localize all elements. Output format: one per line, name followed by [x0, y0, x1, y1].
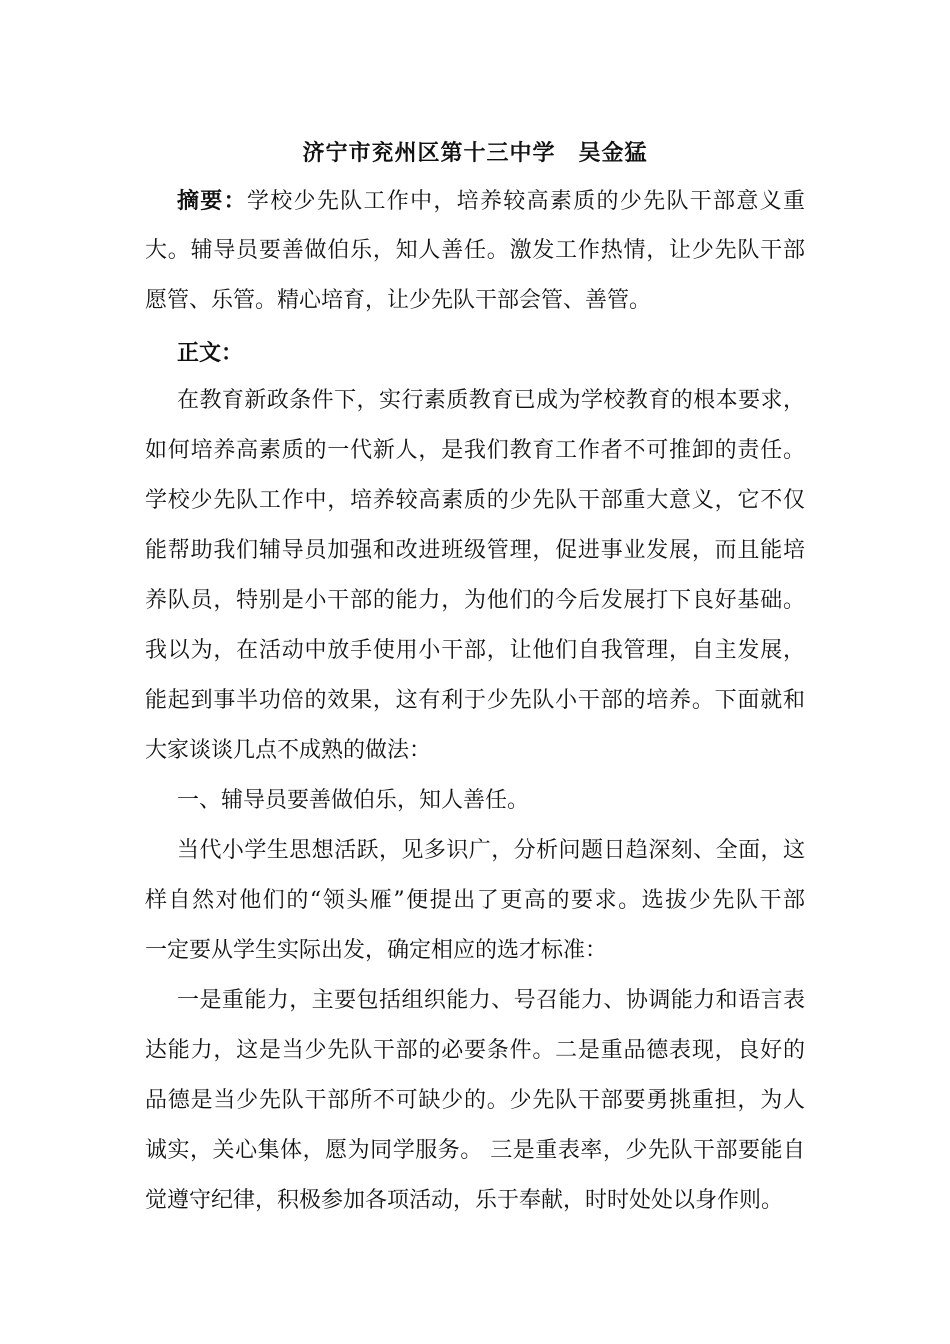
paragraph-line: 一是重能力，主要包括组织能力、号召能力、协调能力和语言表: [177, 988, 805, 1013]
document-title: 济宁市兖州区第十三中学 吴金猛: [302, 140, 648, 166]
paragraph-line: 诚实，关心集体，愿为同学服务。 三是重表率，少先队干部要能自: [145, 1138, 805, 1163]
paragraph-line: 养队员，特别是小干部的能力，为他们的今后发展打下良好基础。: [145, 588, 805, 613]
paragraph-line: 当代小学生思想活跃，见多识广，分析问题日趋深刻、全面，这: [177, 838, 805, 863]
paragraph-line: 品德是当少先队干部所不可缺少的。少先队干部要勇挑重担，为人: [145, 1088, 805, 1113]
paragraph-line: 大家谈谈几点不成熟的做法：: [145, 738, 432, 763]
paragraph-line: 如何培养高素质的一代新人，是我们教育工作者不可推卸的责任。: [145, 438, 805, 463]
paragraph-line: 我以为，在活动中放手使用小干部，让他们自我管理，自主发展，: [145, 638, 805, 663]
abstract-label: 摘要：: [177, 188, 247, 214]
paragraph-line: 能起到事半功倍的效果，这有利于少先队小干部的培养。下面就和: [145, 688, 805, 713]
paragraph-line: 样自然对他们的“领头雁”便提出了更高的要求。选拔少先队干部: [145, 888, 805, 913]
paragraph-line: 觉遵守纪律，积极参加各项活动，乐于奉献，时时处处以身作则。: [145, 1188, 784, 1213]
abstract-line: 愿管、乐管。精心培育，让少先队干部会管、善管。: [145, 288, 652, 313]
abstract-line: [177, 186, 805, 216]
paragraph-line: 能帮助我们辅导员加强和改进班级管理，促进事业发展，而且能培: [145, 538, 805, 563]
section-heading: 一、辅导员要善做伯乐，知人善任。: [177, 788, 530, 813]
abstract-line: 大。辅导员要善做伯乐，知人善任。激发工作热情，让少先队干部: [145, 238, 805, 263]
abstract-text: 学校少先队工作中，培养较高素质的少先队干部意义重: [246, 189, 805, 214]
paragraph-line: 在教育新政条件下，实行素质教育已成为学校教育的根本要求，: [177, 388, 805, 413]
paragraph-line: 一定要从学生实际出发，确定相应的选才标准：: [145, 938, 608, 963]
body-label: 正文：: [177, 340, 244, 366]
paragraph-line: 达能力，这是当少先队干部的必要条件。二是重品德表现，良好的: [145, 1038, 805, 1063]
paragraph-line: 学校少先队工作中，培养较高素质的少先队干部重大意义，它不仅: [145, 488, 805, 513]
